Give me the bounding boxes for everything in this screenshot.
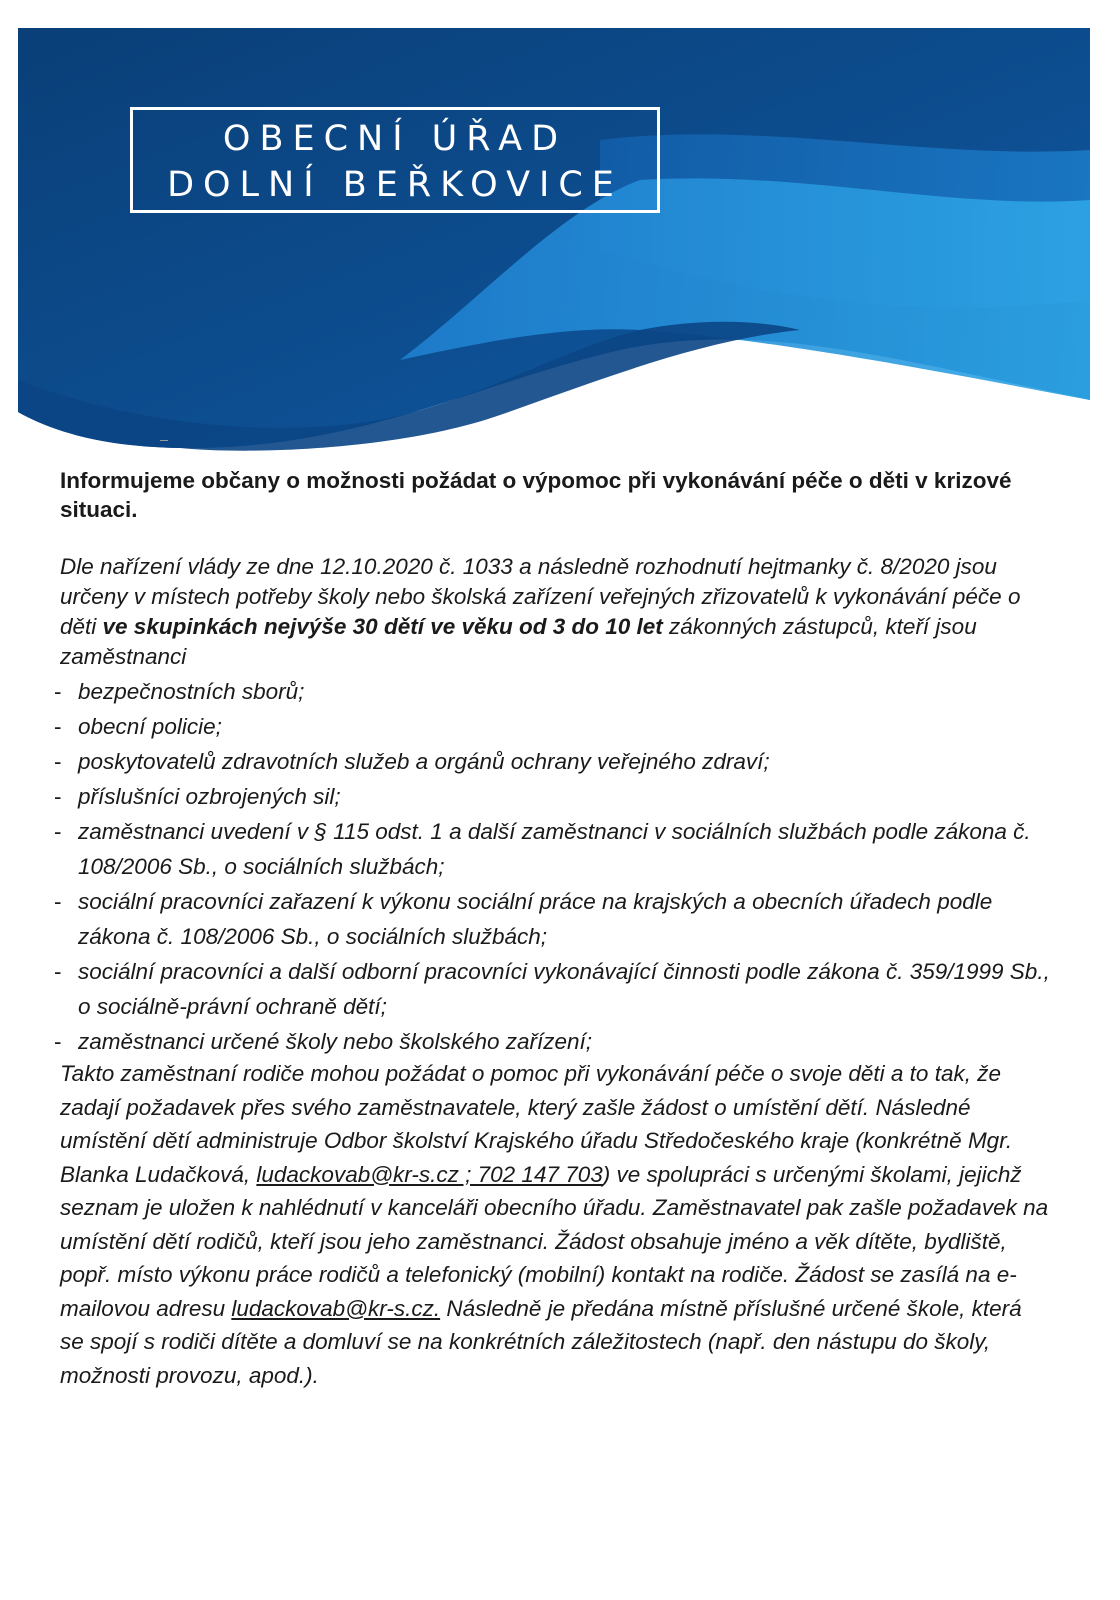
paragraph-procedure	[60, 1057, 1050, 1392]
eligible-list	[60, 674, 1050, 1059]
list-item: - bezpečnostních sborů;	[60, 674, 1050, 709]
procedure-text-3: Následně je předána místně příslušné určené škole, která se spojí s rodiči dítěte a domluví se na konkrétních záležitostech (např. den nástupu do školy, možnosti provozu, apod.).	[60, 1295, 1022, 1388]
office-title-box	[130, 107, 660, 213]
procedure-text-2: ) ve spolupráci s určenými školami, jejichž seznam je uložen k nahlédnutí v kanceláři obecního úřadu. Zaměstnavatel pak zašle požadavek na umístění dětí rodičů, kteří jsou jeho zaměstnanci. Žádost obsahuje jméno a věk dítěte, bydliště, popř. místo výkonu práce rodičů a telefonický (mobilní) kontakt na rodiče. Žádost se zasílá na e-mailovou adresu	[60, 1161, 1049, 1321]
scan-mark	[160, 440, 168, 441]
wave-graphic	[0, 0, 1120, 470]
list-item: - zaměstnanci určené školy nebo školského zařízení;	[60, 1024, 1050, 1059]
list-item: - zaměstnanci uvedení v § 115 odst. 1 a další zaměstnanci v sociálních službách podle zákona č. 108/2006 Sb., o sociálních službách;	[60, 814, 1050, 884]
list-item: - sociální pracovníci zařazení k výkonu sociální práce na krajských a obecních úřadech podle zákona č. 108/2006 Sb., o sociálních službách;	[60, 884, 1050, 954]
list-item: - poskytovatelů zdravotních služeb a orgánů ochrany veřejného zdraví;	[60, 744, 1050, 779]
regulation-text: Dle nařízení vlády ze dne 12.10.2020 č. 1033 a následně rozhodnutí hejtmanky č. 8/2020 jsou určeny v místech potřeby školy nebo školská zařízení veřejných zřizovatelů k vykonávání péče o děti	[60, 554, 1021, 639]
regulation-text-end: zákonných zástupců, kteří jsou zaměstnanci	[60, 614, 977, 669]
header-banner	[0, 0, 1120, 470]
procedure-text: Takto zaměstnaní rodiče mohou požádat o pomoc při vykonávání péče o svoje děti a to tak, že zadají požadavek přes svého zaměstnavatele, který zašle žádost o umístění dětí. Následné umístění dětí administruje Odbor školství Krajského úřadu Středočeského kraje (konkrétně Mgr. Blanka Ludačková,	[60, 1061, 1013, 1187]
contact-link[interactable]: ludackovab@kr-s.cz ; 702 147 703	[256, 1161, 603, 1187]
document-body	[60, 552, 1050, 1392]
intro-heading: Informujeme občany o možnosti požádat o výpomoc při vykonávání péče o děti v krizové situaci.	[60, 468, 1012, 522]
paragraph-regulation	[60, 552, 1050, 672]
email-link[interactable]: ludackovab@kr-s.cz.	[231, 1295, 441, 1321]
list-item: - obecní policie;	[60, 709, 1050, 744]
office-title-line2: DOLNÍ BEŘKOVICE	[167, 165, 623, 205]
list-item: - příslušníci ozbrojených sil;	[60, 779, 1050, 814]
regulation-highlight: ve skupinkách nejvýše 30 dětí ve věku od 3 do 10 let	[102, 614, 663, 639]
office-title-line1: OBECNÍ ÚŘAD	[222, 119, 568, 159]
list-item: - sociální pracovníci a další odborní pracovníci vykonávající činnosti podle zákona č. 359/1999 Sb., o sociálně-právní ochraně dětí;	[60, 954, 1050, 1024]
